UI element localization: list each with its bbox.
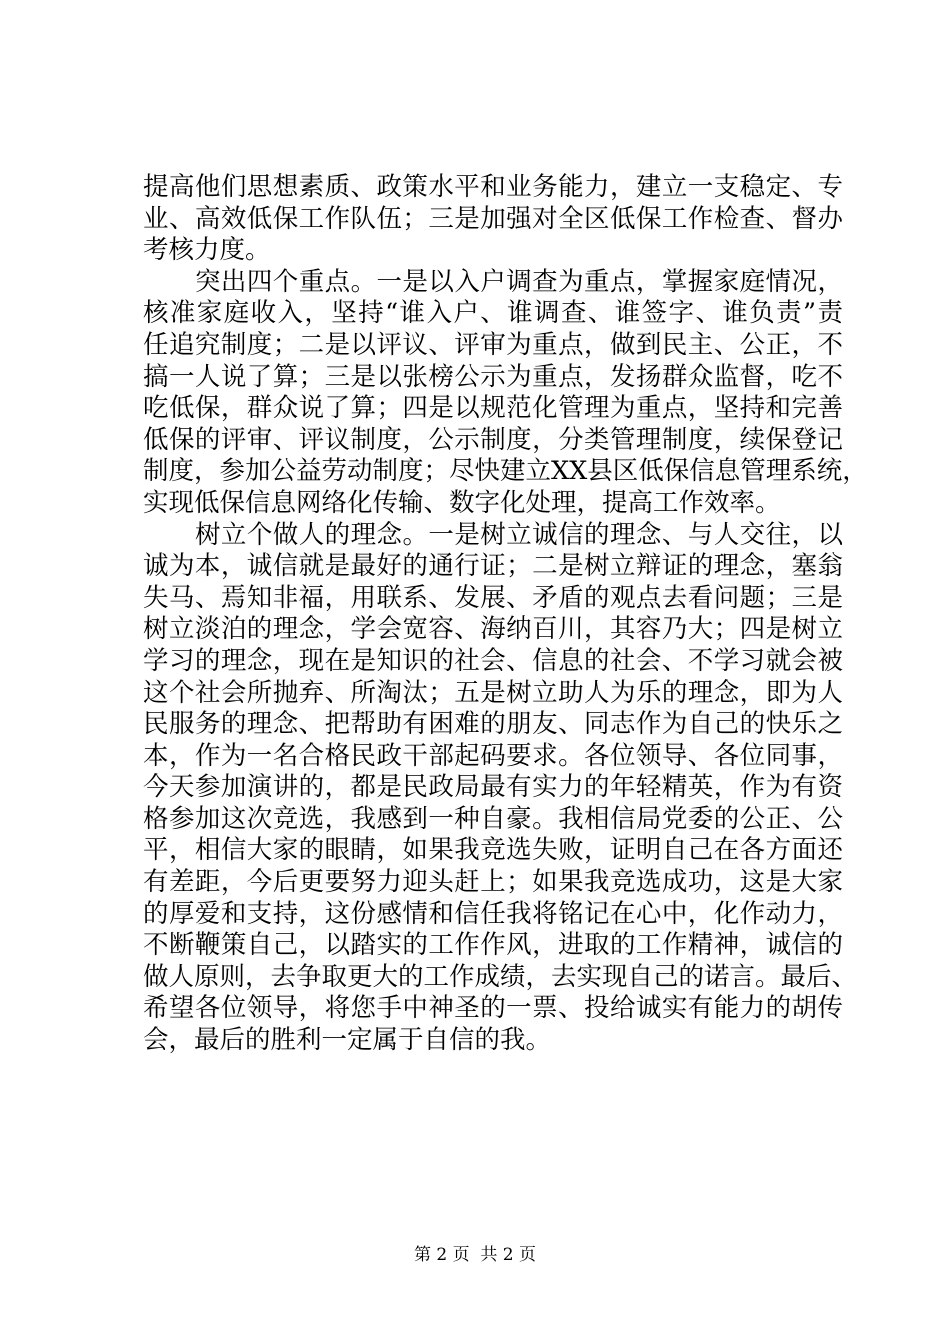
text-line: 学习的理念，现在是知识的社会、信息的社会、不学习就会被 bbox=[143, 645, 843, 676]
text-line: 民服务的理念、把帮助有困难的朋友、同志作为自己的快乐之 bbox=[143, 709, 843, 740]
text-line: 树立淡泊的理念，学会宽容、海纳百川，其容乃大；四是树立 bbox=[143, 614, 843, 645]
text-line: 制度，参加公益劳动制度；尽快建立XX县区低保信息管理系统， bbox=[143, 456, 868, 487]
paragraph-3 bbox=[143, 519, 858, 1057]
text-line: 有差距，今后更要努力迎头赶上；如果我竞选成功，这是大家 bbox=[143, 867, 843, 898]
text-line: 诚为本，诚信就是最好的通行证；二是树立辩证的理念，塞翁 bbox=[143, 551, 843, 582]
paragraph-2 bbox=[143, 266, 868, 520]
text-line: 提高他们思想素质、政策水平和业务能力，建立一支稳定、专 bbox=[143, 172, 843, 202]
text-line: 突出四个重点。一是以入户调查为重点，掌握家庭情况， bbox=[195, 266, 843, 297]
text-line: 的厚爱和支持，这份感情和信任我将铭记在心中，化作动力， bbox=[143, 898, 843, 929]
text-line: 业、高效低保工作队伍；三是加强对全区低保工作检查、督办 bbox=[143, 203, 843, 234]
text-line: 实现低保信息网络化传输、数字化处理，提高工作效率。 bbox=[143, 487, 781, 518]
text-line: 本，作为一名合格民政干部起码要求。各位领导、各位同事， bbox=[143, 740, 843, 771]
paragraph-1 bbox=[143, 172, 843, 267]
text-line: 今天参加演讲的，都是民政局最有实力的年轻精英，作为有资 bbox=[143, 772, 843, 803]
text-line: 不断鞭策自己，以踏实的工作作风，进取的工作精神，诚信的 bbox=[143, 930, 843, 961]
text-line: 做人原则，去争取更大的工作成绩，去实现自己的诺言。最后、 bbox=[143, 961, 858, 992]
text-line: 低保的评审、评议制度，公示制度，分类管理制度，续保登记 bbox=[143, 424, 843, 455]
text-line: 考核力度。 bbox=[143, 235, 271, 266]
text-line: 格参加这次竞选，我感到一种自豪。我相信局党委的公正、公 bbox=[143, 803, 843, 834]
text-line: 这个社会所抛弃、所淘汰；五是树立助人为乐的理念，即为人 bbox=[143, 677, 843, 708]
text-line: 失马、焉知非福，用联系、发展、矛盾的观点去看问题；三是 bbox=[143, 582, 843, 613]
text-line: 树立个做人的理念。一是树立诚信的理念、与人交往，以 bbox=[195, 519, 843, 550]
text-line: 会，最后的胜利一定属于自信的我。 bbox=[143, 1025, 552, 1056]
page-number-footer: 第 2 页 共 2 页 bbox=[413, 1245, 537, 1265]
text-line: 平，相信大家的眼睛，如果我竞选失败，证明自己在各方面还 bbox=[143, 835, 843, 866]
text-line: 任追究制度；二是以评议、评审为重点，做到民主、公正，不 bbox=[143, 329, 843, 360]
text-line: 希望各位领导，将您手中神圣的一票、投给诚实有能力的胡传 bbox=[143, 993, 843, 1024]
text-line: 核准家庭收入，坚持“谁入户、谁调查、谁签字、谁负责”责 bbox=[143, 298, 843, 329]
document-body bbox=[143, 172, 868, 1057]
text-line: 搞一人说了算；三是以张榜公示为重点，发扬群众监督，吃不 bbox=[143, 361, 843, 392]
text-line: 吃低保，群众说了算；四是以规范化管理为重点，坚持和完善 bbox=[143, 393, 843, 424]
